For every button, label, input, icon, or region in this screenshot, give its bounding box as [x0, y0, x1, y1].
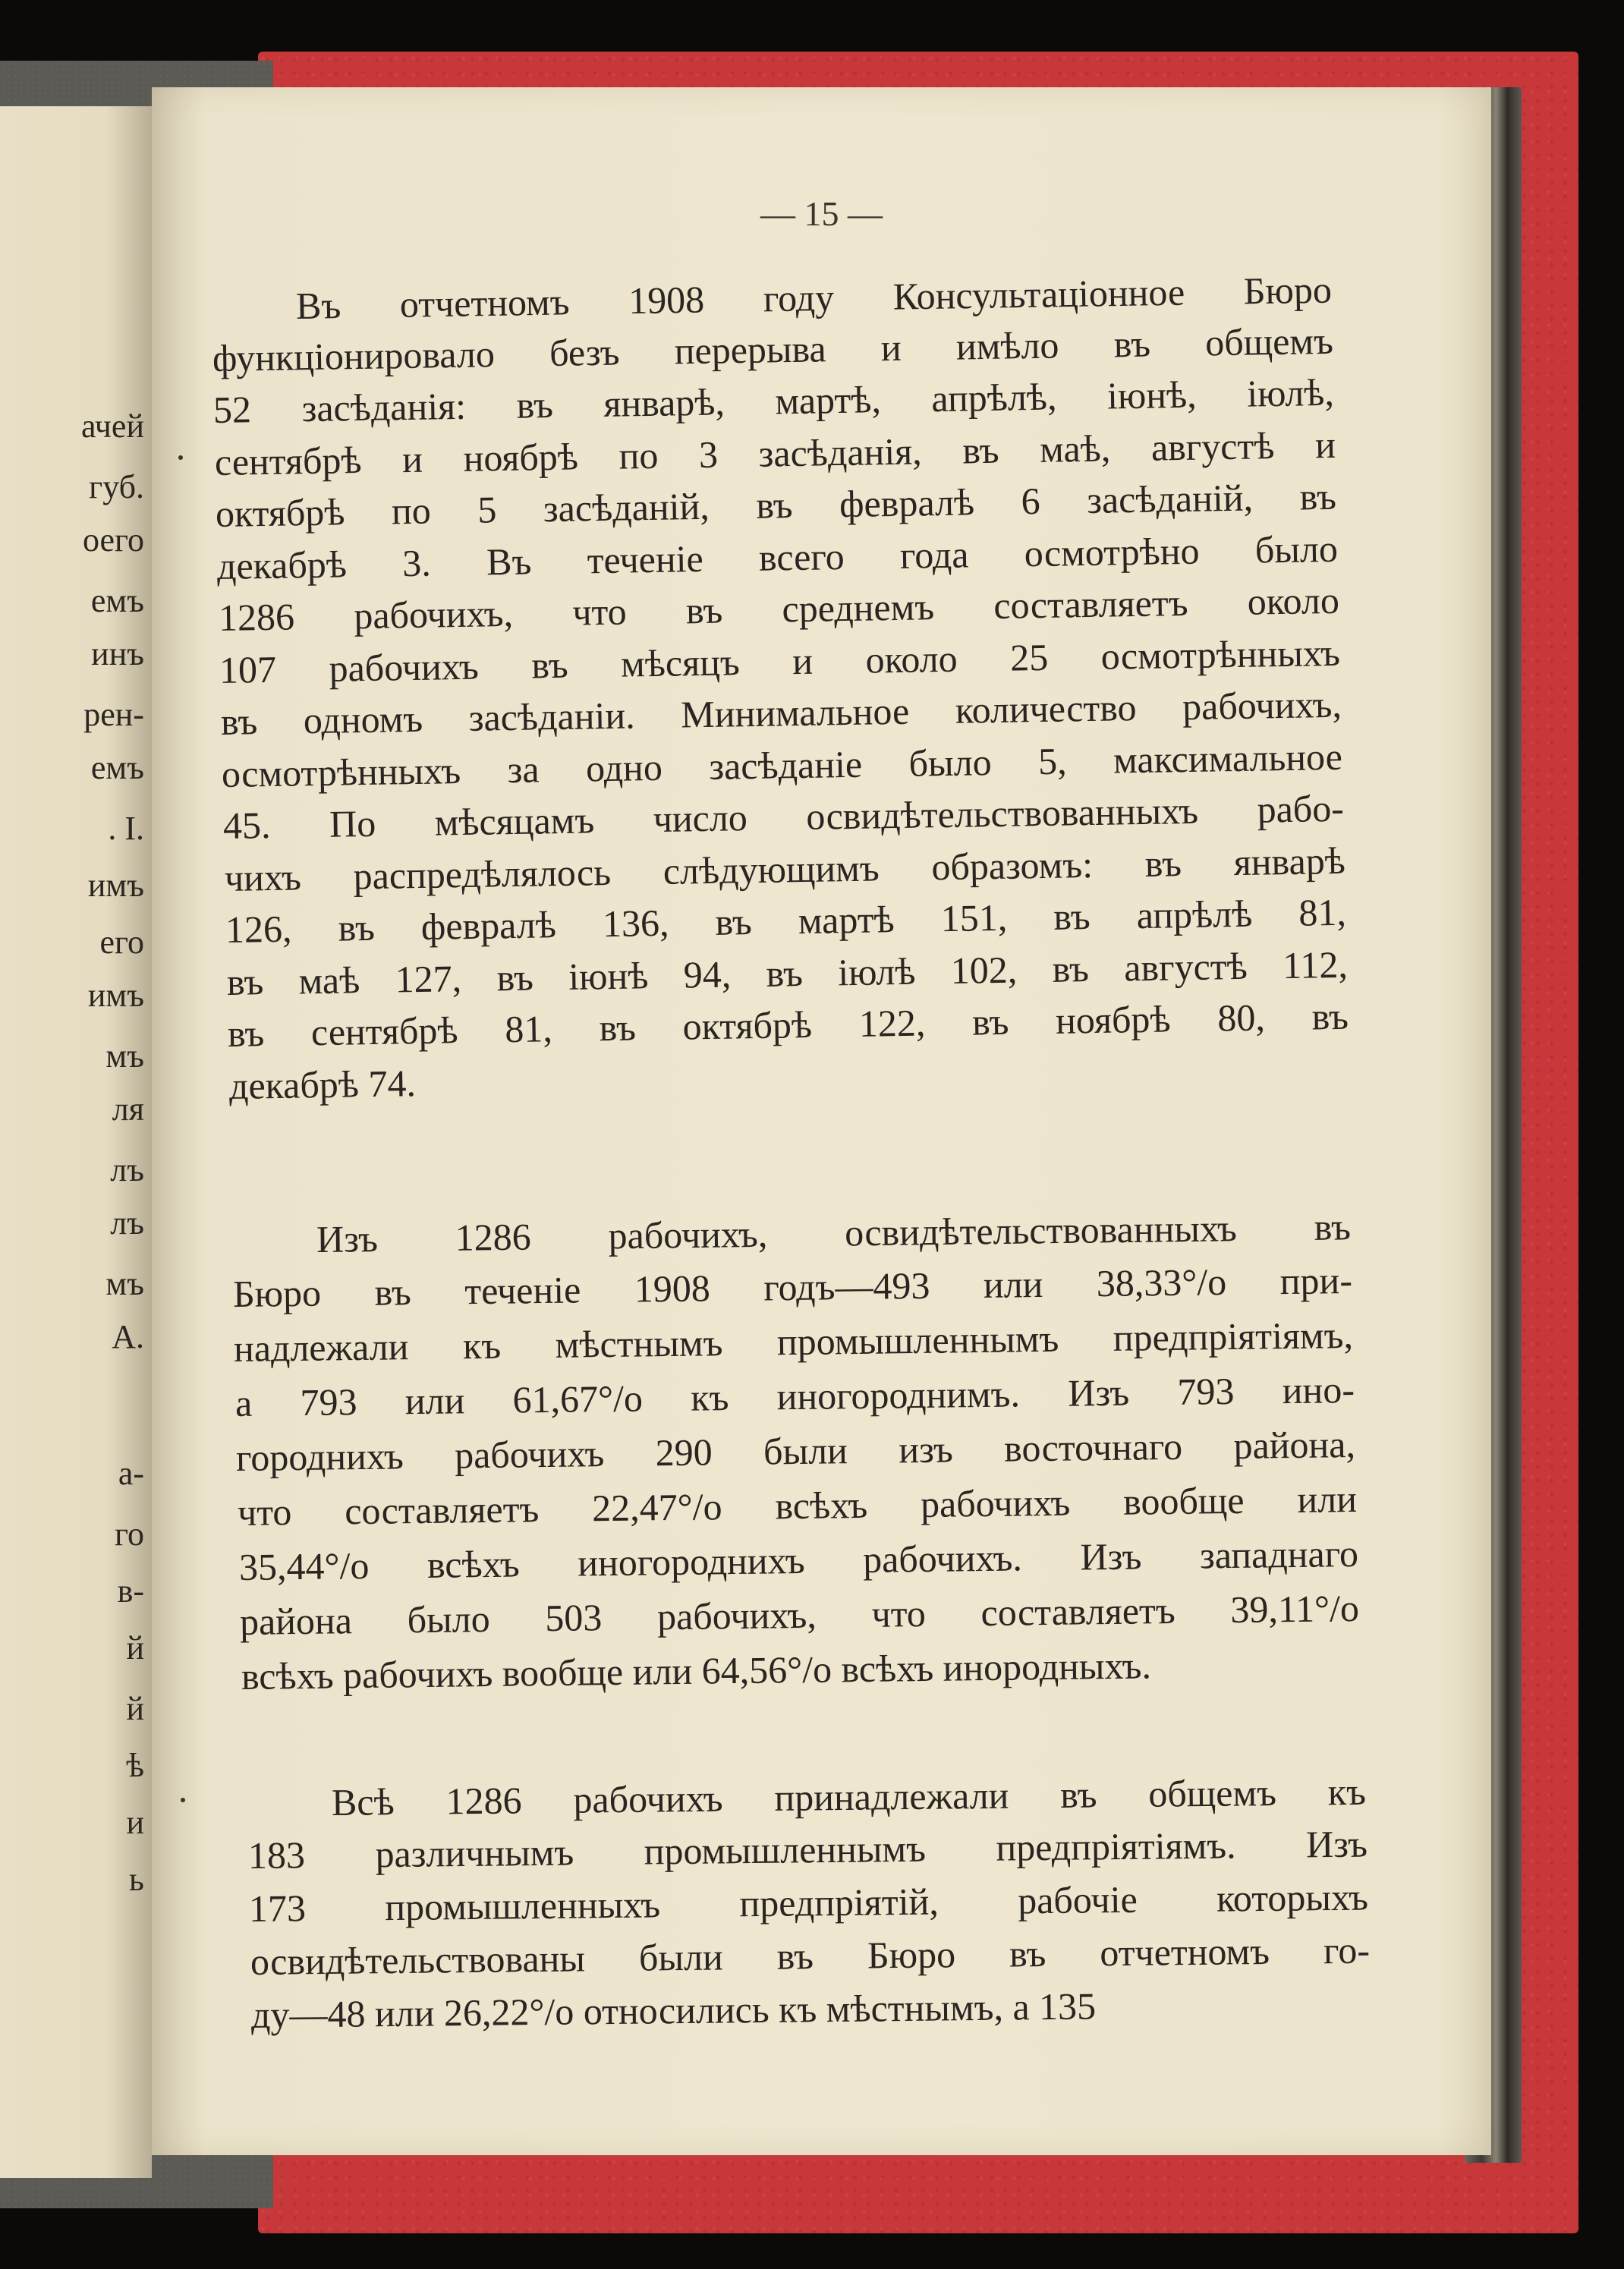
- left-page-text-fragment: ля: [112, 1090, 144, 1128]
- text-line: осмотрѣнныхъ за одно засѣданіе было 5, максимальное: [221, 735, 1343, 795]
- text-line: 107 рабочихъ въ мѣсяцъ и около 25 осмотрѣнныхъ: [219, 631, 1341, 691]
- text-line: октябрѣ по 5 засѣданій, въ февралѣ 6 засѣданій, въ: [215, 474, 1337, 535]
- left-page-text-fragment: лъ: [110, 1204, 144, 1241]
- left-page-text-fragment: емъ: [90, 749, 144, 786]
- text-line: Бюро въ теченіе 1908 годъ—493 или 38,33°/о при-: [232, 1258, 1352, 1315]
- page-15: [152, 87, 1491, 2155]
- text-line: ду—48 или 26,22°/о относились къ мѣстнымъ, а 135: [251, 1984, 1097, 2036]
- text-line: въ сентябрѣ 81, въ октябрѣ 122, въ ноябрѣ 80, въ: [227, 994, 1349, 1055]
- left-page-text-fragment: а-: [118, 1455, 144, 1492]
- text-line: въ маѣ 127, въ іюнѣ 94, въ іюлѣ 102, въ августѣ 112,: [226, 943, 1349, 1003]
- left-page-text-fragment: его: [99, 924, 144, 961]
- text-line: декабрѣ 3. Въ теченіе всего года осмотрѣно было: [216, 527, 1339, 587]
- text-line: декабрѣ 74.: [228, 1061, 417, 1107]
- left-page-text-fragment: ь: [128, 1861, 144, 1898]
- left-page-text-fragment: . I.: [108, 810, 144, 847]
- page-number: — 15 —: [760, 194, 883, 233]
- left-page-text-fragment: мъ: [105, 1265, 144, 1302]
- text-line: всѣхъ рабочихъ вообще или 64,56°/о всѣхъ инородныхъ.: [241, 1644, 1152, 1698]
- text-line: района было 503 рабочихъ, что составляетъ 39,11°/о: [239, 1586, 1360, 1643]
- left-page-text-fragment: го: [115, 1515, 144, 1553]
- text-line: надлежали къ мѣстнымъ промышленнымъ предпріятіямъ,: [233, 1313, 1354, 1370]
- left-page-text-fragment: имъ: [87, 977, 144, 1014]
- left-page-text-fragment: и: [126, 1804, 144, 1841]
- text-line: Всѣ 1286 рабочихъ принадлежали въ общемъ къ: [331, 1770, 1367, 1824]
- facing-page-left: [0, 106, 152, 2178]
- ink-speck: [181, 1798, 185, 1802]
- text-line: 35,44°/о всѣхъ иногороднихъ рабочихъ. Изъ западнаго: [238, 1531, 1358, 1588]
- text-line: 173 промышленныхъ предпріятій, рабочіе которыхъ: [248, 1875, 1369, 1930]
- left-page-text-fragment: лъ: [110, 1151, 144, 1188]
- left-page-text-fragment: й: [126, 1629, 144, 1666]
- text-line: 1286 рабочихъ, что въ среднемъ составляетъ около: [218, 578, 1339, 639]
- text-line: сентябрѣ и ноябрѣ по 3 засѣданія, въ маѣ, августѣ и: [214, 423, 1336, 483]
- left-page-text-fragment: ачей: [81, 408, 144, 445]
- left-page-text-fragment: губ.: [89, 468, 144, 505]
- text-line: 52 засѣданія: въ январѣ, мартѣ, апрѣлѣ, іюнѣ, іюлѣ,: [212, 370, 1335, 431]
- ink-speck: [178, 455, 183, 460]
- text-line: въ одномъ засѣданіи. Минимальное количество рабочихъ,: [220, 682, 1342, 743]
- left-page-text-fragment: мъ: [105, 1037, 144, 1075]
- text-line: 183 различнымъ промышленнымъ предпріятіямъ. Изъ: [247, 1822, 1367, 1877]
- text-line: 126, въ февралѣ 136, въ мартѣ 151, въ апрѣлѣ 81,: [225, 890, 1347, 951]
- left-page-text-fragment: й: [126, 1690, 144, 1727]
- text-line: что составляетъ 22,47°/о всѣхъ рабочихъ вообще или: [237, 1477, 1358, 1534]
- text-line: 45. По мѣсяцамъ число освидѣтельствованныхъ рабо-: [222, 786, 1345, 847]
- left-page-text-fragment: ѣ: [126, 1747, 144, 1784]
- left-page-text-fragment: А.: [112, 1318, 144, 1355]
- text-line: Изъ 1286 рабочихъ, освидѣтельствованныхъ въ: [316, 1205, 1352, 1260]
- left-page-text-fragment: в-: [117, 1572, 144, 1610]
- text-line: функціонировало безъ перерыва и имѣло въ общемъ: [212, 319, 1333, 379]
- text-line: городнихъ рабочихъ 290 были изъ восточнаго района,: [236, 1422, 1356, 1479]
- left-page-text-fragment: емъ: [90, 582, 144, 619]
- left-page-text-fragment: имъ: [87, 867, 144, 904]
- left-page-text-fragment: рен-: [83, 696, 144, 733]
- text-line: освидѣтельствованы были въ Бюро въ отчетномъ го-: [250, 1928, 1371, 1983]
- left-page-text-fragment: оего: [82, 521, 144, 559]
- text-line: Въ отчетномъ 1908 году Консультаціонное Бюро: [295, 268, 1333, 327]
- left-page-text-fragment: инъ: [91, 635, 144, 672]
- text-line: а 793 или 61,67°/о къ иногороднимъ. Изъ 793 ино-: [234, 1367, 1355, 1424]
- text-line: чихъ распредѣлялось слѣдующимъ образомъ: въ январѣ: [224, 839, 1345, 899]
